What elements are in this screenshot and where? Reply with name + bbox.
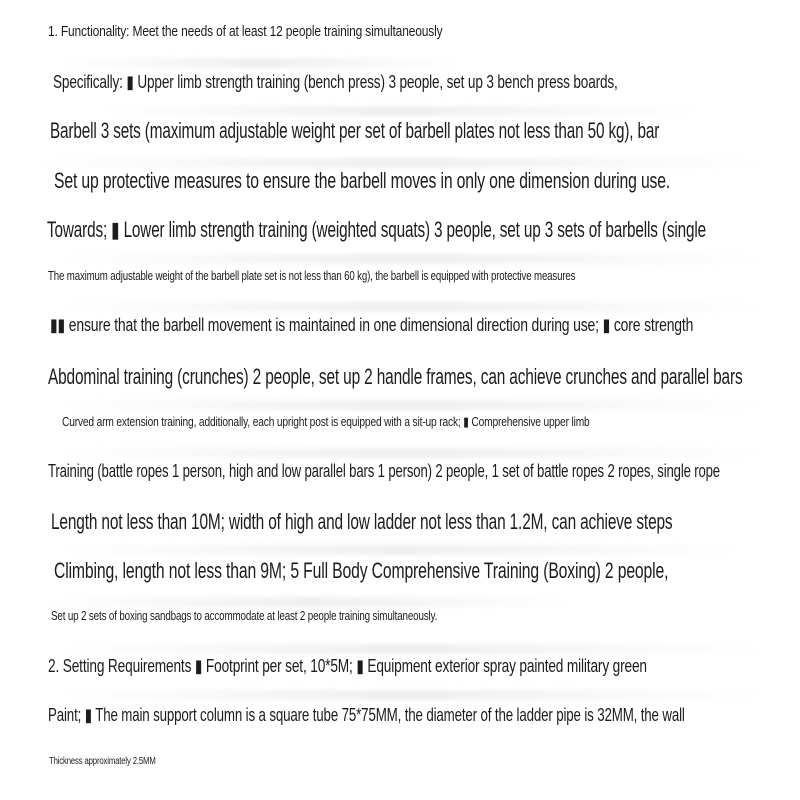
text-line: Set up protective measures to ensure the barbell moves in only one dimension during use. bbox=[54, 168, 671, 193]
ghost-artifact bbox=[40, 158, 760, 168]
text-line: The maximum adjustable weight of the barbell plate set is not less than 60 kg), the barbell is equipped with protective measures bbox=[48, 268, 576, 283]
ghost-artifact bbox=[60, 690, 760, 700]
text-line: Specifically: ▮ Upper limb strength training (bench press) 3 people, set up 3 bench press boards, bbox=[53, 72, 618, 92]
ghost-artifact bbox=[60, 400, 760, 410]
text-line-functionality-heading: 1. Functionality: Meet the needs of at least 12 people training simultaneously bbox=[48, 23, 443, 40]
text-line: ▮▮ ensure that the barbell movement is maintained in one dimensional direction during use; ▮ core strength bbox=[50, 315, 694, 335]
text-line-setting-requirements-heading: 2. Setting Requirements ▮ Footprint per set, 10*5M; ▮ Equipment exterior spray painted military green bbox=[48, 656, 647, 676]
text-line: Curved arm extension training, additionally, each upright post is equipped with a sit-up rack; ▮ Comprehensive upper limb bbox=[62, 414, 590, 429]
text-line: Set up 2 sets of boxing sandbags to accommodate at least 2 people training simultaneously. bbox=[51, 608, 438, 623]
ghost-artifact bbox=[60, 58, 460, 68]
text-line: Climbing, length not less than 9M; 5 Full Body Comprehensive Training (Boxing) 2 people, bbox=[54, 558, 669, 583]
ghost-artifact bbox=[100, 106, 700, 116]
text-line: Length not less than 10M; width of high and low ladder not less than 1.2M, can achieve steps bbox=[51, 509, 673, 534]
ghost-artifact bbox=[60, 254, 760, 264]
text-line: Thickness approximately 2.5MM bbox=[49, 756, 156, 767]
ghost-artifact bbox=[50, 597, 570, 607]
text-line: Abdominal training (crunches) 2 people, set up 2 handle frames, can achieve crunches and parallel bars bbox=[48, 364, 743, 389]
text-line: Barbell 3 sets (maximum adjustable weight per set of barbell plates not less than 50 kg), bar bbox=[50, 118, 660, 143]
ghost-artifact bbox=[60, 302, 760, 312]
text-line: Towards; ▮ Lower limb strength training (weighted squats) 3 people, set up 3 sets of barbells (single bbox=[47, 217, 706, 242]
text-line: Paint; ▮ The main support column is a square tube 75*75MM, the diameter of the ladder pipe is 32MM, the wall bbox=[48, 705, 685, 725]
text-line: Training (battle ropes 1 person, high and low parallel bars 1 person) 2 people, 1 set of battle ropes 2 ropes, single rope bbox=[48, 461, 720, 481]
ghost-artifact bbox=[60, 448, 760, 458]
ghost-artifact bbox=[60, 545, 740, 555]
ghost-artifact bbox=[60, 644, 760, 654]
